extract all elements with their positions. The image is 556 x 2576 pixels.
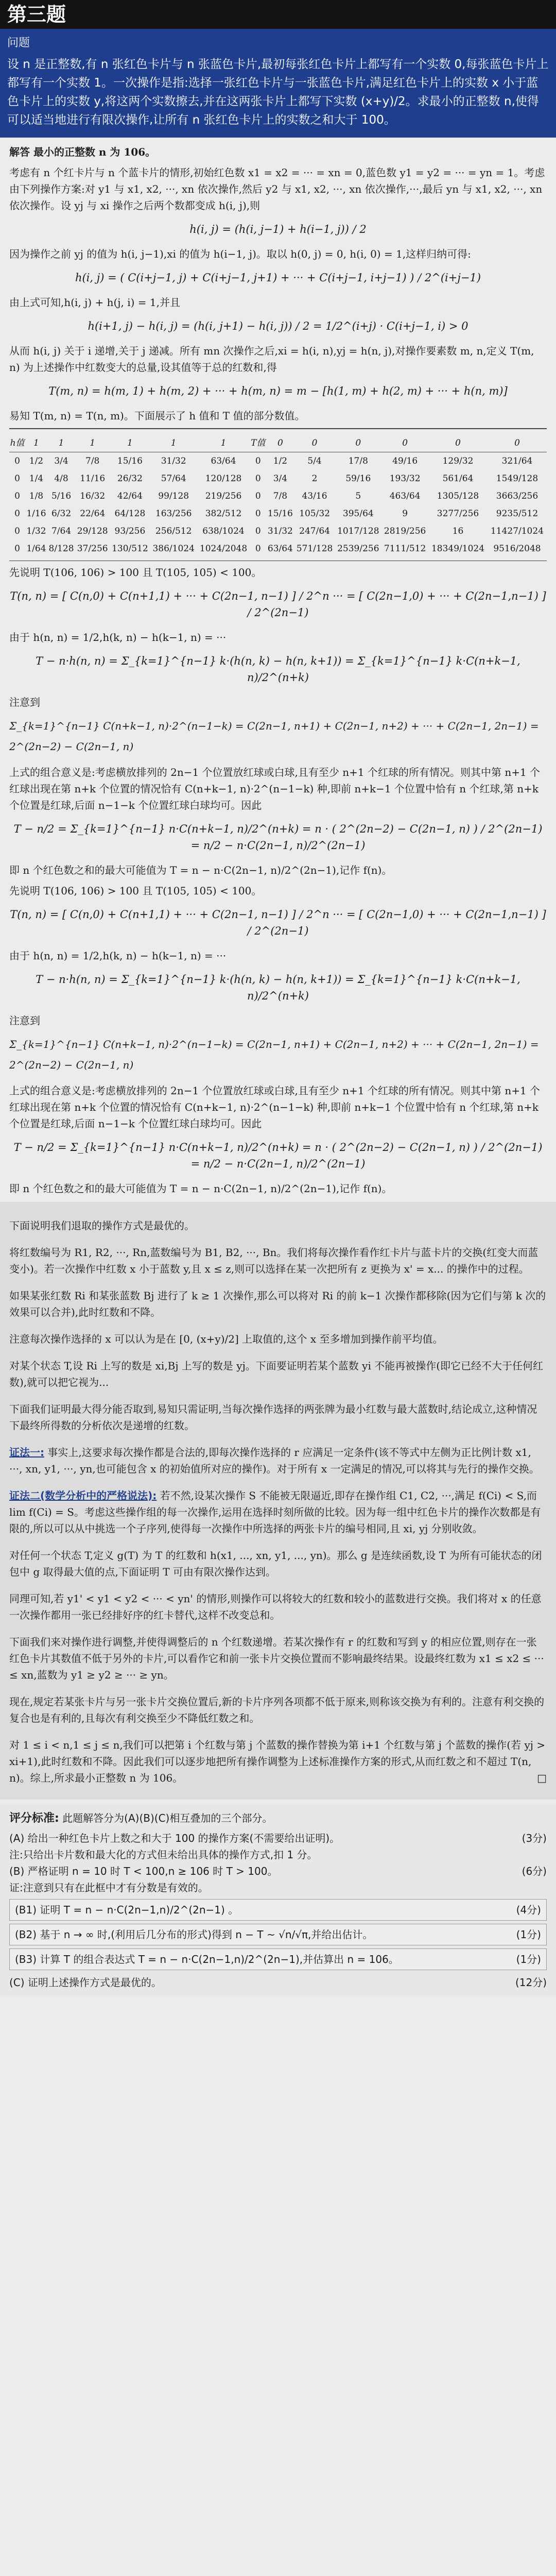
values-table-cell: 1/8: [29, 490, 44, 501]
values-table-cell: 43/16: [302, 490, 327, 501]
scoring-sub-b3-pts: (1分): [516, 1953, 541, 1965]
values-table-cell: 219/256: [205, 490, 242, 501]
scoring-note-a: [9, 1846, 547, 1863]
values-table-cell: 11/16: [80, 473, 106, 484]
values-table-cell: 42/64: [117, 490, 143, 501]
values-table-cell: 1/2: [273, 455, 288, 466]
values-table-cell: 22/64: [80, 508, 106, 519]
solution-p11: 下面说明我们退取的操作方式是最优的。: [9, 1219, 195, 1232]
values-table-cell: 99/128: [158, 490, 189, 501]
solution-p17: 同理可知,若 y1' < y1 < y2 < ··· < yn' 的情形,则操作可以将较大的红数和较小的蓝数进行交换。我们将对 x 的任意一次操作都用一张已经排好序的红卡替代,这样不改变总和。: [9, 1592, 542, 1621]
scoring-item-c-pts: (12分): [515, 1976, 547, 1989]
values-table-cell: 9235/512: [496, 508, 538, 519]
equation-closed-form: h(i, j) = ( C(i+j−1, j) + C(i+j−1, j+1) + ··· + C(i+j−1, i+j−1) ) / 2^(i+j−1): [75, 272, 481, 284]
values-table-cell: 1305/128: [437, 490, 479, 501]
equation-T-final-repeat: T − n/2 = Σ_{k=1}^{n−1} n·C(n+k−1, n)/2^(n+k) = n · ( 2^(2n−2) − C(2n−1, n) ) / 2^(2n−1) = n/2 − n·C(2n−1, n)/2^(2n−1): [13, 1141, 543, 1170]
values-table-cell: 17/8: [348, 455, 368, 466]
solution-p9: 即 n 个红色数之和的最大可能值为 T = n − n·C(2n−1, n)/2^(2n−1),记作 f(n)。: [9, 864, 392, 876]
values-table-row: [9, 522, 547, 540]
values-table-cell: 247/64: [299, 526, 330, 536]
values-table-cell: 59/16: [345, 473, 371, 484]
values-table-cell: 93/256: [114, 526, 146, 536]
solution-p18: 下面我们来对操作进行调整,并使得调整后的 n 个红数递增。若某次操作有 r 的红数和写到 y 的相应位置,则存在一张红色卡片其数值不低于另外的卡片,可以看作它和前一张卡片交换位置而不影响最终结果。设最终红数为 x1 ≤ x2 ≤ ··· ≤ xn,蓝数为 y1 ≥ y2 ≥ ··· ≥ yn。: [9, 1636, 544, 1681]
scoring-sub-b3: [9, 1948, 547, 1970]
th-T-5: 0: [428, 434, 488, 452]
solution-p9-repeat: 即 n 个红色数之和的最大可能值为 T = n − n·C(2n−1, n)/2^(2n−1),记作 f(n)。: [9, 1182, 392, 1195]
values-table-cell: 26/32: [117, 473, 143, 484]
values-table-cell: 18349/1024: [431, 543, 485, 554]
scoring-item-a-label: (A) 给出一种红色卡片上数之和大于 100 的操作方案(不需要给出证明)。: [9, 1832, 340, 1844]
th-T-2: 0: [294, 434, 335, 452]
solution-p5: 易知 T(m, n) = T(n, m)。下面展示了 h 值和 T 值的部分数值。: [9, 410, 305, 422]
solution-p4: 从而 h(i, j) 关于 i 递增,关于 j 递减。所有 mn 次操作之后,xi = h(i, n),yj = h(n, j),对操作要素数 m, n,定义 T(m, n) 为上述操作中红数变大的总量,设其值等于总的红数和,得: [9, 345, 534, 374]
proof-1-body: 事实上,这要求每次操作都是合法的,即每次操作选择的 r 应满足一定条件(该不等式中左侧为正比例计数 x1, ···, xn, y1, ···, yn,也可能包含 x 的初始值所对应的操作)。对于所有 x 一定满足的情况,可以将其与先行的操作交换。: [9, 1446, 540, 1475]
values-table-cell: 16: [452, 526, 464, 536]
scoring-section: [0, 1804, 556, 1996]
equation-T-final: T − n/2 = Σ_{k=1}^{n−1} n·C(n+k−1, n)/2^(n+k) = n · ( 2^(2n−2) − C(2n−1, n) ) / 2^(2n−1) = n/2 − n·C(2n−1, n)/2^(2n−1): [13, 823, 543, 852]
values-table: [9, 434, 547, 557]
equation-recursion: h(i, j) = (h(i, j−1) + h(i−1, j)) / 2: [189, 223, 367, 235]
values-table-cell: 2539/256: [337, 543, 379, 554]
equation-T-sum-repeat: T(n, n) = [ C(n,0) + C(n+1,1) + ··· + C(2n−1, n−1) ] / 2^n ··· = [ C(2n−1,0) + ··· + C(2n−1,n−1) ] / 2^(2n−1): [10, 908, 546, 937]
values-table-cell: 0: [255, 490, 261, 501]
values-table-cell: 7/8: [85, 455, 100, 466]
values-table-cell: 163/256: [155, 508, 192, 519]
scoring-item-b-pts: (6分): [522, 1865, 547, 1877]
values-table-cell: 321/64: [501, 455, 533, 466]
equation-T-minus: T − n·h(n, n) = Σ_{k=1}^{n−1} k·(h(n, k) − h(n, k+1)) = Σ_{k=1}^{n−1} k·C(n+k−1, n)/2^(n+k): [36, 655, 520, 684]
values-table-cell: 386/1024: [152, 543, 195, 554]
solution-p20-text: 对 1 ≤ i < n,1 ≤ j ≤ n,我们可以把第 i 个红数与第 j 个蓝数的操作替换为第 i+1 个红数与第 j 个蓝数的操作(若 yj > xi+1),此时红数和不降。因此我们可以逐步地把所有操作调整为上述标准操作方案的形式,从而红数之和不超过 T(n, n)。综上,所求最小正整数 n 为 106。: [9, 1739, 546, 1784]
proof-1-heading: 证法一:: [9, 1446, 44, 1459]
solution-p7: 由于 h(n, n) = 1/2,h(k, n) − h(k−1, n) = ···: [9, 631, 227, 643]
values-table-cell: 1/64: [26, 543, 46, 554]
scoring-note-b-label: 证:注意到只有在此框中才有分数是有效的。: [9, 1882, 208, 1894]
values-table-cell: 256/512: [155, 526, 192, 536]
th-T-6: 0: [488, 434, 547, 452]
values-table-cell: 3277/256: [437, 508, 479, 519]
values-table-cell: 0: [14, 543, 20, 554]
values-table-cell: 0: [255, 455, 261, 466]
values-table-row: [9, 505, 547, 522]
th-T-label: T值: [250, 434, 266, 452]
values-table-body: [9, 452, 547, 557]
values-table-cell: 1/16: [26, 508, 46, 519]
values-table-cell: 63/64: [267, 543, 293, 554]
th-h-3: 1: [75, 434, 110, 452]
scoring-item-b: [9, 1863, 547, 1879]
solution-p16: 下面我们证明最大得分能否取到,易知只需证明,当每次操作选择的两张牌为最小红数与最大蓝数时,结论成立,这种情况下最终所得数的分析依次是递增的红数。: [9, 1403, 537, 1432]
values-table-cell: 8/128: [48, 543, 74, 554]
solution-p1: 考虑有 n 个红卡片与 n 个蓝卡片的情形,初始红色数 x1 = x2 = ··· = xn = 0,蓝色数 y1 = y2 = ··· = yn = 1。考虑由下列操作方案:对 y1 与 x1, x2, ···, xn 依次操作,然后 y2 与 x1, x2, ···, xn 依次操作,···,最后 yn 与 x1, x2, ···, xn 依次操作。设 yj 与 xi 操作之后两个数都变成 h(i, j),则: [9, 166, 545, 212]
solution-p14: 注意每次操作选择的 x 可以认为是在 [0, (x+y)/2] 上取值的,这个 x 至多增加到操作前平均值。: [9, 1333, 443, 1345]
proof-2-heading: 证法二(数学分析中的严格说法):: [9, 1489, 157, 1502]
solution-p10: 先说明 T(106, 106) > 100 且 T(105, 105) < 100。: [9, 885, 262, 897]
th-T-3: 0: [335, 434, 381, 452]
solution-p6: 先说明 T(106, 106) > 100 且 T(105, 105) < 100。: [9, 566, 262, 579]
values-table-cell: 0: [255, 508, 261, 519]
scoring-sub-b3-label: (B3) 计算 T 的组合表达式 T = n − n·C(2n−1,n)/2^(2n−1),并估算出 n = 106。: [15, 1953, 399, 1965]
values-table-cell: 5/16: [51, 490, 72, 501]
solution-note1-repeat: 注意到: [9, 1014, 40, 1027]
values-table-cell: 1/32: [26, 526, 46, 536]
values-table-cell: 4/8: [54, 473, 68, 484]
scoring-note-a-label: 注:只给出卡片数和最大化的方式但未给出具体的操作方式,扣 1 分。: [9, 1849, 318, 1861]
values-table-cell: 2: [311, 473, 318, 484]
solution-section: [0, 138, 556, 1197]
solution-p15: 对某个状态 T,设 Ri 上写的数是 xi,Bj 上写的数是 yj。下面要证明若某个蓝数 yi 不能再被操作(即它已经不大于任何红数),就可以把它视为...: [9, 1360, 544, 1388]
th-h-6: 1: [197, 434, 250, 452]
values-table-cell: 105/32: [299, 508, 330, 519]
solution-p2: 因为操作之前 yj 的值为 h(i, j−1),xi 的值为 h(i−1, j)。取以 h(0, j) = 0, h(i, 0) = 1,这样归纳可得:: [9, 248, 471, 260]
table-bottom-rule: [9, 561, 547, 562]
scoring-intro: 此题解答分为(A)(B)(C)相互叠加的三个部分。: [62, 1812, 273, 1824]
solution-note1: 注意到: [9, 696, 40, 708]
values-table-cell: 57/64: [161, 473, 186, 484]
solution-p8-repeat: 上式的组合意义是:考虑横放排列的 2n−1 个位置放红球或白球,且有至少 n+1 个红球的所有情况。则其中第 n+1 个红球出现在第 n+k 个位置的情况恰有 C(n+k−1, n)·2^(n−1−k) 种,即前 n+k−1 个位置中恰有 n 个红球,第 n+k 个位置是红球,后面 n−1−k 个位置红球白球均可。因此: [9, 1084, 541, 1130]
values-table-cell: 1/4: [29, 473, 44, 484]
values-table-cell: 638/1024: [202, 526, 245, 536]
values-table-cell: 395/64: [342, 508, 374, 519]
values-table-cell: 31/32: [267, 526, 293, 536]
proof-1: [9, 1444, 547, 1477]
values-table-cell: 31/32: [161, 455, 186, 466]
equation-T-minus-repeat: T − n·h(n, n) = Σ_{k=1}^{n−1} k·(h(n, k) − h(n, k+1)) = Σ_{k=1}^{n−1} k·C(n+k−1, n)/2^(n+k): [36, 973, 520, 1002]
values-table-cell: 15/16: [117, 455, 143, 466]
solution-p12: 将红数编号为 R1, R2, ···, Rn,蓝数编号为 B1, B2, ···, Bn。我们将每次操作看作红卡片与蓝卡片的交换(红变大而蓝变小)。若一次操作中红数 x 小于蓝数 y,且 x ≤ z,则可以选择在某一次把所有 z 更换为 x' = x... 的操作中的过程。: [9, 1246, 538, 1275]
values-table-cell: 2819/256: [384, 526, 426, 536]
values-table-cell: 0: [255, 543, 261, 554]
values-table-cell: 37/256: [77, 543, 108, 554]
values-table-cell: 0: [14, 490, 20, 501]
scoring-sub-b1-label: (B1) 证明 T = n − n·C(2n−1,n)/2^(2n−1) 。: [15, 1904, 239, 1916]
th-h-label: h值: [9, 434, 25, 452]
values-table-cell: 11427/1024: [490, 526, 544, 536]
equation-T-sum: T(n, n) = [ C(n,0) + C(n+1,1) + ··· + C(2n−1, n−1) ] / 2^n ··· = [ C(2n−1,0) + ··· + C(2n−1,n−1) ] / 2^(2n−1): [10, 590, 546, 619]
values-table-row: [9, 487, 547, 505]
values-table-cell: 382/512: [205, 508, 242, 519]
values-table-cell: 64/128: [114, 508, 146, 519]
values-table-row: [9, 470, 547, 487]
values-table-cell: 3663/256: [496, 490, 538, 501]
values-table-cell: 571/128: [296, 543, 333, 554]
values-table-cell: 7/64: [51, 526, 72, 536]
scoring-item-c-label: (C) 证明上述操作方式是最优的。: [9, 1976, 162, 1989]
values-table-cell: 0: [14, 526, 20, 536]
th-T-1: 0: [266, 434, 294, 452]
scoring-item-b-label: (B) 严格证明 n = 10 时 T < 100,n ≥ 106 时 T > 100。: [9, 1865, 278, 1877]
scoring-item-a: [9, 1830, 547, 1846]
values-table-cell: 9: [402, 508, 408, 519]
values-table-cell: 1024/2048: [199, 543, 248, 554]
values-table-cell: 193/32: [389, 473, 421, 484]
values-table-cell: 463/64: [389, 490, 421, 501]
values-table-cell: 1/2: [29, 455, 44, 466]
question-tag: [0, 29, 556, 52]
scoring-sub-b2: [9, 1924, 547, 1945]
values-table-row: [9, 452, 547, 470]
th-h-5: 1: [150, 434, 197, 452]
solution-p20: [9, 1737, 547, 1786]
table-top-rule: [9, 428, 547, 429]
values-table-cell: 120/128: [205, 473, 242, 484]
values-table-cell: 561/64: [442, 473, 474, 484]
values-table-header: [9, 434, 547, 452]
scoring-sub-b1-pts: (4分): [516, 1904, 541, 1916]
problem-statement: [0, 52, 556, 138]
problem-text: 设 n 是正整数,有 n 张红色卡片与 n 张蓝色卡片,最初每张红色卡片上都写有一个实数 0,每张蓝色卡片上都写有一个实数 1。一次操作是指:选择一张红色卡片与一张蓝色卡片,满足红色卡片上的实数 x 小于蓝色卡片上的实数 y,将这两个实数擦去,并在这两张卡片上都写下实数 (x+y)/2。求最小的正整数 n,使得可以适当地进行有限次操作,让所有 n 张红色卡片上的实数之和大于 100。: [7, 58, 549, 127]
scoring-item-a-pts: (3分): [522, 1832, 547, 1844]
values-table-cell: 5: [355, 490, 361, 501]
scoring-sub-b1: [9, 1899, 547, 1921]
proof-2: [9, 1487, 547, 1537]
values-table-cell: 3/4: [54, 455, 68, 466]
values-table-cell: 16/32: [80, 490, 106, 501]
values-table-cell: 5/4: [307, 455, 322, 466]
scoring-title: 评分标准:: [9, 1812, 59, 1825]
solution-intro: 解答 最小的正整数 n 为 106。: [9, 146, 156, 158]
scoring-sub-b2-label: (B2) 基于 n → ∞ 时,(利用后几分布的形式)得到 n − T ~ √n/√π,并给出估计。: [15, 1928, 373, 1941]
values-table-cell: 6/32: [51, 508, 72, 519]
question-tag-label: 问题: [7, 37, 30, 49]
values-table-cell: 0: [255, 473, 261, 484]
solution-p3: 由上式可知,h(i, j) + h(j, i) = 1,并且: [9, 296, 180, 309]
scoring-note-b: [9, 1879, 547, 1896]
values-table-cell: 7/8: [273, 490, 288, 501]
values-table-cell: 129/32: [442, 455, 474, 466]
values-table-row: [9, 540, 547, 557]
values-table-cell: 1549/128: [496, 473, 538, 484]
page-title: 第三题: [7, 3, 66, 26]
qed-mark: □: [537, 1772, 547, 1784]
th-h-4: 1: [110, 434, 150, 452]
values-table-cell: 29/128: [77, 526, 108, 536]
page-header: [0, 0, 556, 29]
solution-p8: 上式的组合意义是:考虑横放排列的 2n−1 个位置放红球或白球,且有至少 n+1 个红球的所有情况。则其中第 n+1 个红球出现在第 n+k 个位置的情况恰有 C(n+k−1, n)·2^(n−1−k) 种,即前 n+k−1 个位置中恰有 n 个红球,第 n+k 个位置是红球,后面 n−1−k 个位置红球白球均可。因此: [9, 766, 541, 811]
solution-p7-repeat: 由于 h(n, n) = 1/2,h(k, n) − h(k−1, n) = ···: [9, 950, 227, 962]
proof-2-body: 若不然,设某次操作 S 不能被无限逼近,即存在操作组 C1, C2, ···,满足 f(Ci) < S,而 lim f(Ci) = S。考虑这些操作组的每一次操作,运用在选择时刻所做的比较。因为每一组中红色卡片的操作次数都是有限的,所以可以从中挑选一个子序列,使得每一次操作中所选择的两张卡片的编号相同,且 xi, yj 分别收敛。: [9, 1489, 541, 1535]
equation-combinatorial-sum: Σ_{k=1}^{n−1} C(n+k−1, n)·2^(n−1−k) = C(2n−1, n+1) + C(2n−1, n+2) + ··· + C(2n−1, 2n−1) = 2^(2n−2) − C(2n−1, n): [9, 720, 539, 753]
values-table-cell: 1017/128: [337, 526, 379, 536]
scoring-item-c: [9, 1974, 547, 1991]
equation-combinatorial-sum-repeat: Σ_{k=1}^{n−1} C(n+k−1, n)·2^(n−1−k) = C(2n−1, n+1) + C(2n−1, n+2) + ··· + C(2n−1, 2n−1) = 2^(2n−2) − C(2n−1, n): [9, 1038, 539, 1071]
values-table-cell: 0: [14, 473, 20, 484]
values-table-cell: 0: [255, 526, 261, 536]
optimality-section: [0, 1202, 556, 1800]
values-table-cell: 3/4: [273, 473, 288, 484]
equation-T-definition: T(m, n) = h(m, 1) + h(m, 2) + ··· + h(m, n) = m − [h(1, m) + h(2, m) + ··· + h(n, m)]: [48, 385, 508, 397]
values-table-cell: 0: [14, 508, 20, 519]
values-table-cell: 7111/512: [384, 543, 426, 554]
solution-p19: 现在,规定若某张卡片与另一张卡片交换位置后,新的卡片序列各项都不低于原来,则称该交换为有利的。注意有利交换的复合也是有利的,且每次有利交换至少不降低红数之和。: [9, 1696, 545, 1724]
values-table-cell: 9516/2048: [493, 543, 541, 554]
th-T-4: 0: [381, 434, 428, 452]
proof-2b: 对任何一个状态 T,定义 g(T) 为 T 的红数和 h(x1, ..., xn, y1, ..., yn)。那么 g 是连续函数,设 T 为所有可能状态的闭包中 g 取得最大值的点,下面证明 T 可由有限次操作达到。: [9, 1549, 542, 1578]
equation-difference: h(i+1, j) − h(i, j) = (h(i, j+1) − h(i, j)) / 2 = 1/2^(i+j) · C(i+j−1, i) > 0: [88, 320, 468, 332]
values-table-cell: 63/64: [211, 455, 236, 466]
values-table-cell: 49/16: [392, 455, 418, 466]
values-table-cell: 130/512: [112, 543, 148, 554]
solution-p13: 如果某张红数 Ri 和某张蓝数 Bj 进行了 k ≥ 1 次操作,那么可以将对 Ri 的前 k−1 次操作都移除(因为它们与第 k 次的效果可以合并),此时红数和不降。: [9, 1290, 546, 1318]
scoring-sub-b2-pts: (1分): [516, 1928, 541, 1941]
th-h-2: 1: [47, 434, 76, 452]
values-table-cell: 15/16: [267, 508, 293, 519]
th-h-1: 1: [25, 434, 47, 452]
values-table-cell: 0: [14, 455, 20, 466]
